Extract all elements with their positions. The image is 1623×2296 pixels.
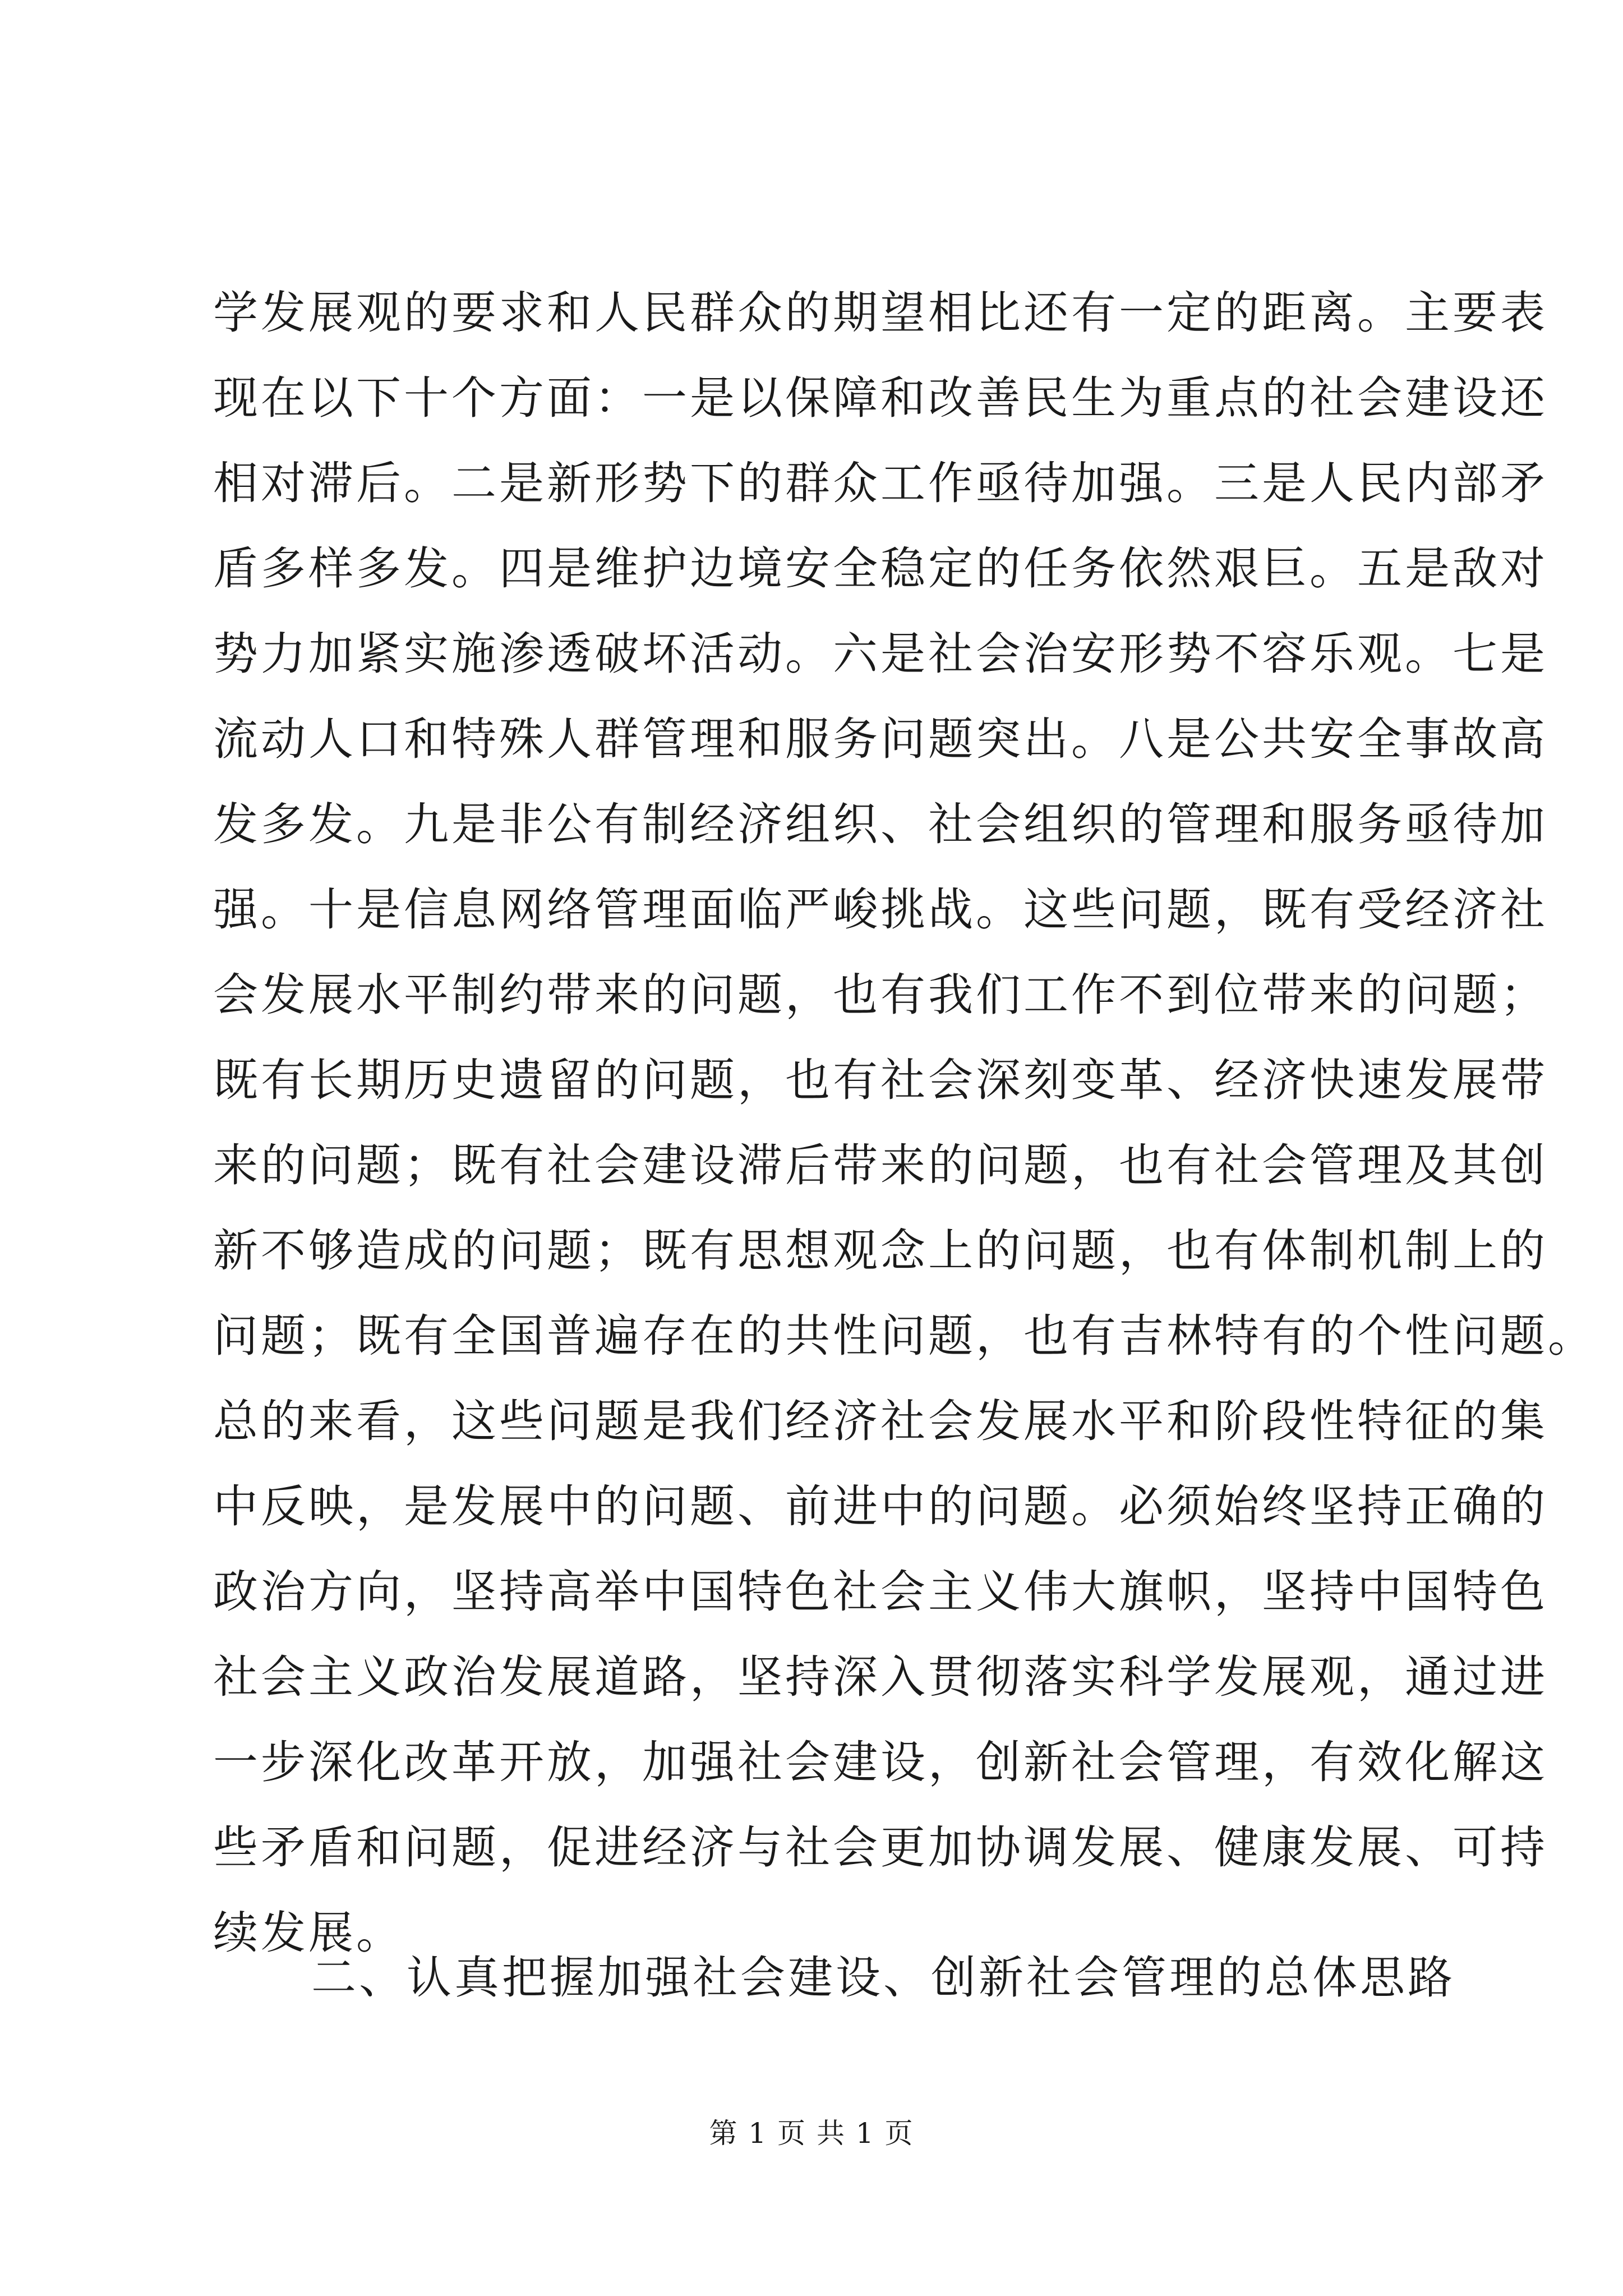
text-line: 续发展。 [213, 1907, 404, 1959]
text-line: 社会主义政治发展道路，坚持深入贯彻落实科学发展观，通过进 [213, 1651, 1548, 1703]
text-line: 些矛盾和问题，促进经济与社会更加协调发展、健康发展、可持 [213, 1821, 1548, 1874]
body-paragraph [213, 270, 1596, 1976]
text-line: 势力加紧实施渗透破坏活动。六是社会治安形势不容乐观。七是 [213, 628, 1548, 680]
text-line: 一步深化改革开放，加强社会建设，创新社会管理，有效化解这 [213, 1736, 1548, 1788]
text-line: 新不够造成的问题；既有思想观念上的问题，也有体制机制上的 [213, 1225, 1548, 1277]
section-heading: 二、认真把握加强社会建设、创新社会管理的总体思路 [311, 1952, 1455, 2004]
text-line: 发多发。九是非公有制经济组织、社会组织的管理和服务亟待加 [213, 798, 1548, 850]
text-line: 现在以下十个方面：一是以保障和改善民生为重点的社会建设还 [213, 372, 1548, 424]
text-line: 来的问题；既有社会建设滞后带来的问题，也有社会管理及其创 [213, 1139, 1548, 1191]
text-line: 学发展观的要求和人民群众的期望相比还有一定的距离。主要表 [213, 287, 1548, 339]
text-line: 强。十是信息网络管理面临严峻挑战。这些问题，既有受经济社 [213, 884, 1548, 936]
text-line: 问题；既有全国普遍存在的共性问题，也有吉林特有的个性问题。 [213, 1310, 1596, 1362]
text-line: 总的来看，这些问题是我们经济社会发展水平和阶段性特征的集 [213, 1395, 1548, 1447]
text-line: 中反映，是发展中的问题、前进中的问题。必须始终坚持正确的 [213, 1480, 1548, 1533]
text-line: 流动人口和特殊人群管理和服务问题突出。八是公共安全事故高 [213, 713, 1548, 765]
text-line: 政治方向，坚持高举中国特色社会主义伟大旗帜，坚持中国特色 [213, 1566, 1548, 1618]
page-number-footer: 第 1 页 共 1 页 [709, 2117, 914, 2150]
text-line: 相对滞后。二是新形势下的群众工作亟待加强。三是人民内部矛 [213, 457, 1548, 509]
text-line: 盾多样多发。四是维护边境安全稳定的任务依然艰巨。五是敌对 [213, 542, 1548, 595]
text-line: 会发展水平制约带来的问题，也有我们工作不到位带来的问题； [213, 969, 1548, 1021]
text-line: 既有长期历史遗留的问题，也有社会深刻变革、经济快速发展带 [213, 1054, 1548, 1106]
